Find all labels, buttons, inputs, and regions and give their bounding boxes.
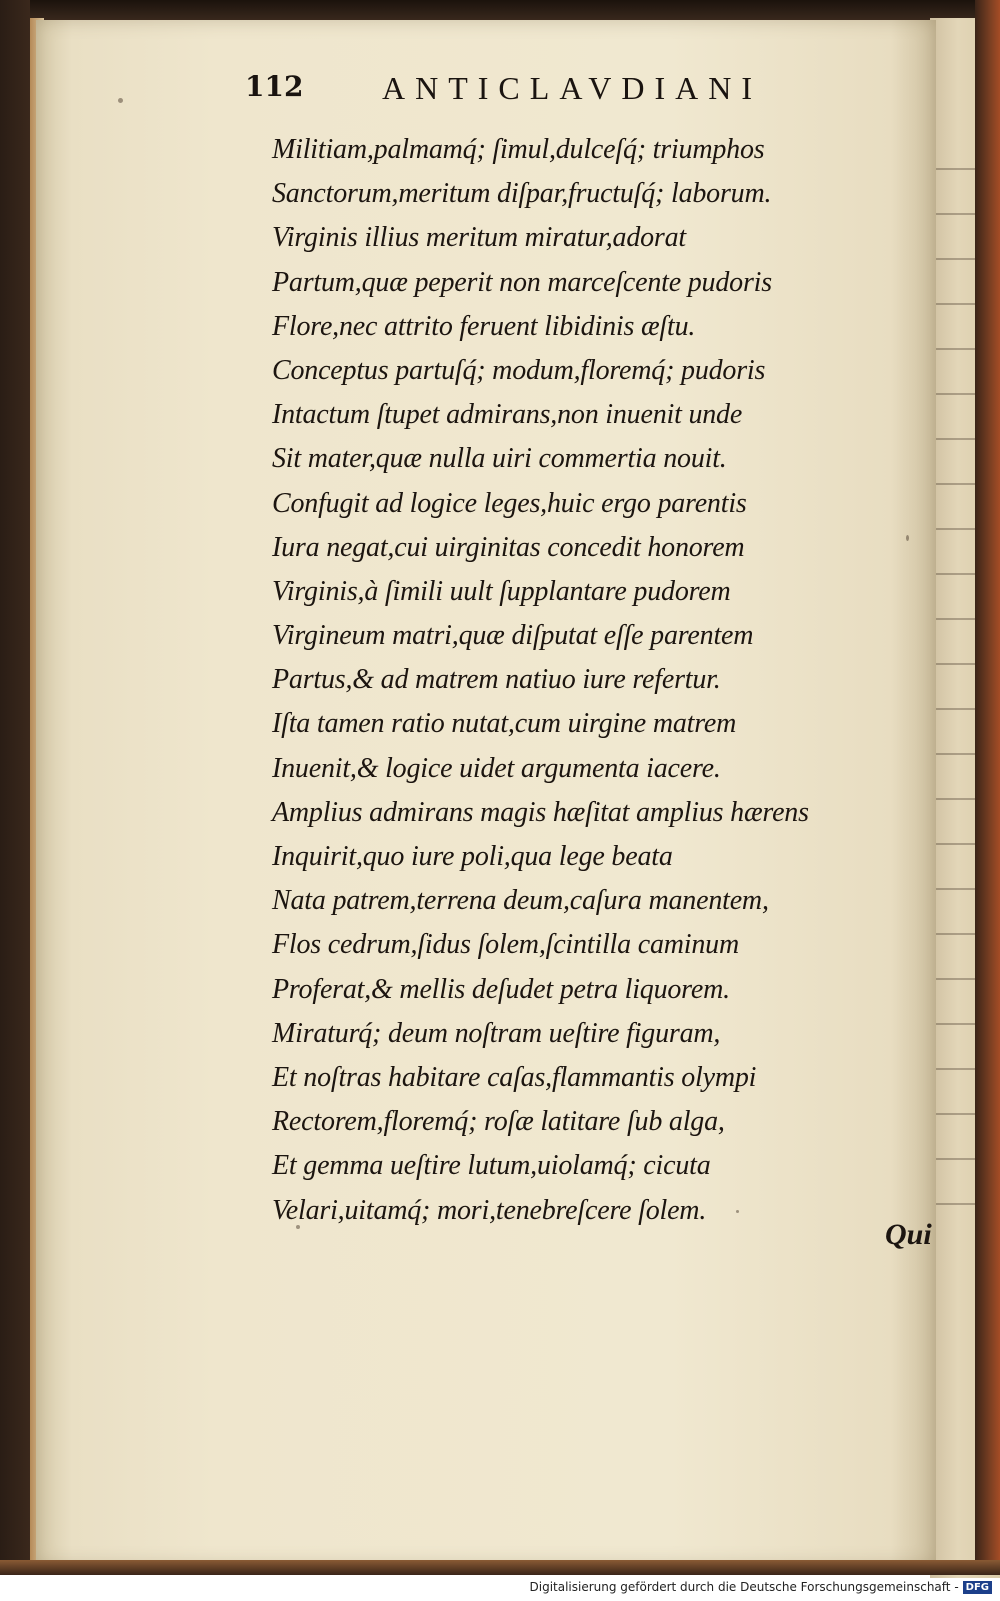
- credit-text: Digitalisierung gefördert durch die Deutsche Forschungsgemeinschaft -: [529, 1580, 959, 1594]
- verse-line: Flos cedrum,ſidus ſolem,ſcintilla caminum: [272, 929, 739, 961]
- verse-line: Conceptus partuſq́; modum,floremq́; pudoris: [272, 354, 766, 386]
- verse-line: Inuenit,& logice uidet argumenta iacere.: [272, 752, 721, 784]
- page-header: [245, 70, 825, 110]
- verse-line: Et gemma ueſtire lutum,uiolamq́; cicuta: [272, 1150, 711, 1182]
- verse-line: Et noſtras habitare caſas,flammantis olympi: [272, 1061, 757, 1093]
- verse-line: Miraturq́; deum noſtram ueſtire figuram,: [272, 1017, 721, 1049]
- paper-speck: [118, 98, 123, 103]
- verse-line: Intactum ſtupet admirans,non inuenit unde: [272, 399, 743, 431]
- catchword: Qui: [885, 1218, 932, 1251]
- verse-line: Nata patrem,terrena deum,caſura manentem,: [272, 885, 769, 917]
- bottom-edge: [0, 1560, 1000, 1575]
- verse-line: Partus,& ad matrem natiuo iure refertur.: [272, 664, 721, 696]
- verse-line: Proferat,& mellis deſudet petra liquorem.: [272, 973, 730, 1005]
- verse-line: Virginis illius meritum miratur,adorat: [272, 222, 686, 254]
- page-number: 112: [245, 70, 304, 103]
- verse-line: Inquirit,quo iure poli,qua lege beata: [272, 841, 673, 872]
- verse-block: [272, 128, 922, 1233]
- verse-line: Rectorem,floremq́; roſæ latitare ſub alga,: [272, 1106, 725, 1138]
- verse-line: Iura negat,cui uirginitas concedit honorem: [272, 531, 745, 563]
- verse-line: Iſta tamen ratio nutat,cum uirgine matrem: [272, 708, 737, 740]
- verse-line: Confugit ad logice leges,huic ergo parentis: [272, 487, 747, 519]
- verse-line: Virgineum matri,quæ diſputat eſſe parentem: [272, 620, 754, 652]
- verse-line: Militiam,palmamq́; ſimul,dulceſq́; triumphos: [272, 134, 765, 165]
- verse-line: Sit mater,quæ nulla uiri commertia nouit.: [272, 443, 727, 475]
- dfg-logo-icon: DFG: [963, 1581, 992, 1594]
- verse-line: Sanctorum,meritum diſpar,fructuſq́; laborum.: [272, 178, 772, 210]
- book-edge: [975, 0, 1000, 1575]
- verse-line: Amplius admirans magis hæſitat amplius hærens: [272, 796, 809, 828]
- verse-line: Velari,uitamq́; mori,tenebreſcere ſolem.: [272, 1194, 707, 1226]
- verse-line: Virginis,à ſimili uult ſupplantare pudorem: [272, 575, 731, 607]
- top-shadow: [30, 0, 1000, 22]
- running-head: ANTICLAVDIANI: [382, 70, 763, 106]
- digitization-credit: [530, 1580, 993, 1594]
- verse-line: Flore,nec attrito feruent libidinis æſtu.: [272, 310, 696, 342]
- verse-line: Partum,quæ peperit non marceſcente pudoris: [272, 266, 772, 298]
